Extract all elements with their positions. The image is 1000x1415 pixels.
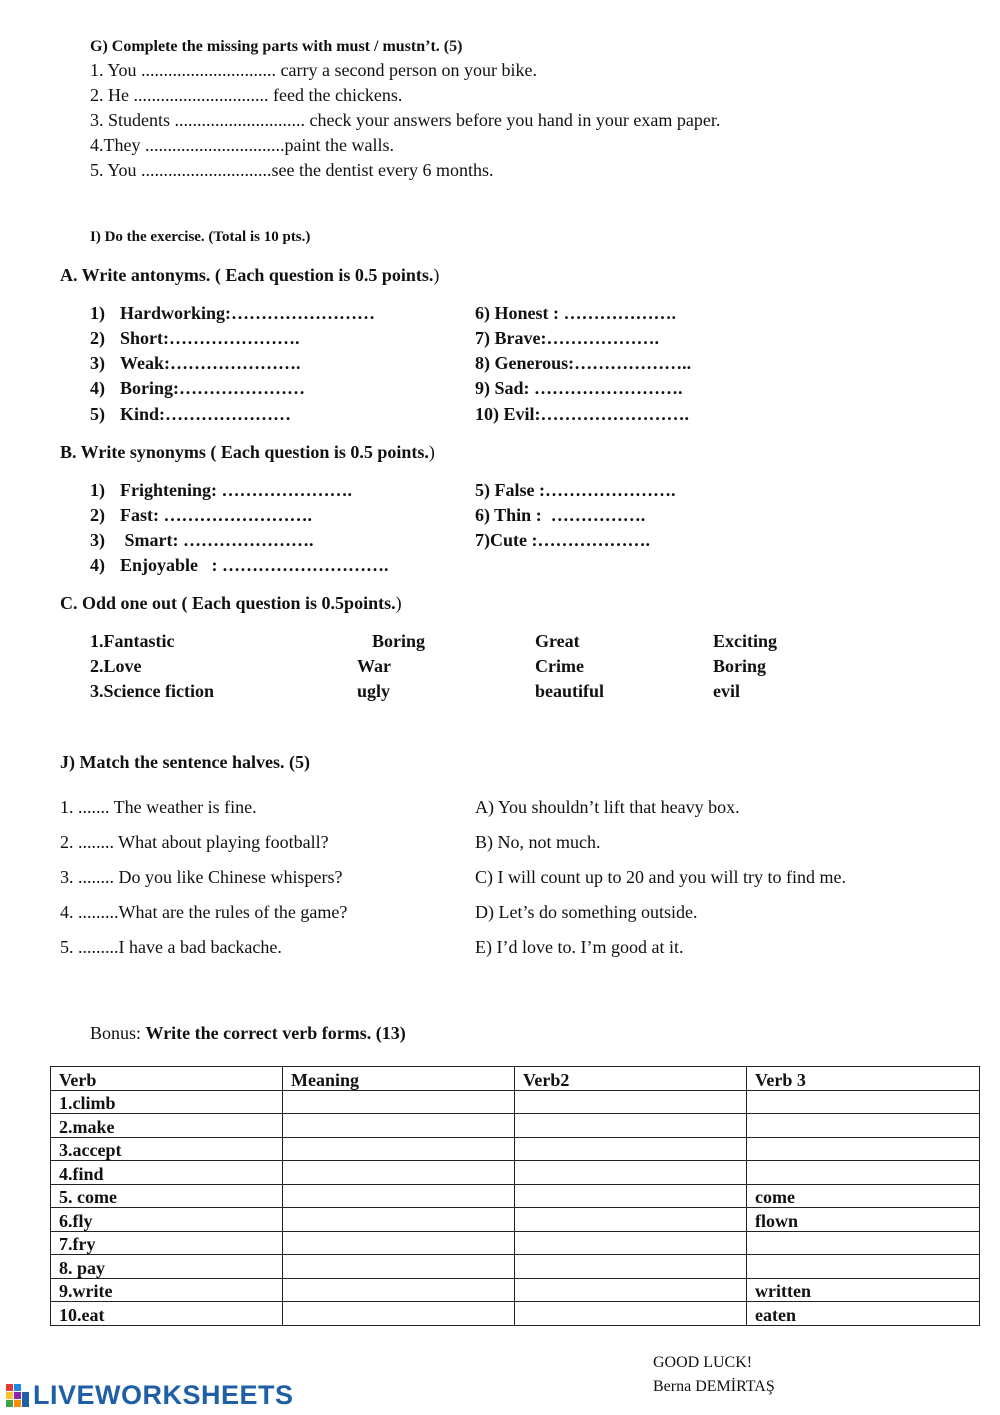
synonym-item-3: 3) Smart: …………………. <box>90 530 314 550</box>
given-cell: come <box>747 1184 980 1208</box>
answer-cell[interactable] <box>283 1137 515 1161</box>
synonym-item-1: 1) Frightening: …………………. <box>90 480 352 500</box>
table-row <box>51 1278 980 1302</box>
synonym-item-5: 5) False :…………………. <box>475 480 676 500</box>
good-luck-text: GOOD LUCK! <box>653 1354 753 1371</box>
answer-cell[interactable] <box>515 1255 747 1279</box>
odd-one-out-word: Boring <box>713 656 767 676</box>
table-row <box>51 1208 980 1232</box>
given-cell: flown <box>747 1208 980 1232</box>
verb-cell: 3.accept <box>51 1137 283 1161</box>
table-row <box>51 1255 980 1279</box>
table-row <box>51 1161 980 1185</box>
section-j-title: J) Match the sentence halves. (5) <box>60 752 310 772</box>
table-row <box>51 1231 980 1255</box>
synonym-item-4: 4) Enjoyable : ………………………. <box>90 555 389 575</box>
table-row <box>51 1184 980 1208</box>
match-left-4: 4. .........What are the rules of the game? <box>60 902 348 922</box>
antonym-item-2: 2) Short:…………………. <box>90 328 300 348</box>
answer-cell[interactable] <box>515 1208 747 1232</box>
answer-cell[interactable] <box>747 1231 980 1255</box>
match-right-c: C) I will count up to 20 and you will try to find me. <box>475 867 846 887</box>
verb-cell: 9.write <box>51 1278 283 1302</box>
answer-cell[interactable] <box>747 1090 980 1114</box>
synonym-item-6: 6) Thin : ……………. <box>475 505 646 525</box>
liveworksheets-logo-icon <box>5 1382 31 1408</box>
odd-one-out-word: Crime <box>535 656 584 676</box>
antonym-item-4: 4) Boring:………………… <box>90 378 306 398</box>
match-right-e: E) I’d love to. I’m good at it. <box>475 937 684 957</box>
part-b-title: B. Write synonyms ( Each question is 0.5 points.) <box>60 442 435 462</box>
answer-cell[interactable] <box>283 1208 515 1232</box>
antonym-item-10: 10) Evil:……………………. <box>475 404 689 424</box>
verb-cell: 8. pay <box>51 1255 283 1279</box>
table-header: Verb2 <box>515 1067 747 1091</box>
answer-cell[interactable] <box>515 1302 747 1326</box>
answer-cell[interactable] <box>747 1255 980 1279</box>
antonym-item-7: 7) Brave:………………. <box>475 328 659 348</box>
answer-cell[interactable] <box>283 1302 515 1326</box>
odd-one-out-word: ugly <box>357 681 391 701</box>
verb-forms-table <box>50 1066 980 1326</box>
odd-one-out-word: Great <box>535 631 580 651</box>
section-g-title: G) Complete the missing parts with must / mustn’t. (5) <box>90 38 463 55</box>
antonym-item-1: 1) Hardworking:…………………… <box>90 303 376 323</box>
match-left-3: 3. ........ Do you like Chinese whispers? <box>60 867 343 887</box>
match-right-a: A) You shouldn’t lift that heavy box. <box>475 797 740 817</box>
part-a-title: A. Write antonyms. ( Each question is 0.5 points.) <box>60 265 440 285</box>
answer-cell[interactable] <box>515 1231 747 1255</box>
answer-cell[interactable] <box>515 1137 747 1161</box>
verb-cell: 10.eat <box>51 1302 283 1326</box>
table-header: Verb 3 <box>747 1067 980 1091</box>
verb-cell: 4.find <box>51 1161 283 1185</box>
verb-cell: 1.climb <box>51 1090 283 1114</box>
answer-cell[interactable] <box>283 1114 515 1138</box>
table-row <box>51 1114 980 1138</box>
table-row <box>51 1302 980 1326</box>
table-header-row <box>51 1067 980 1091</box>
part-c-title: C. Odd one out ( Each question is 0.5points.) <box>60 593 402 613</box>
logo-text: LIVEWORKSHEETS <box>33 1379 294 1410</box>
section-g-item-2: 2. He .............................. feed the chickens. <box>90 85 403 105</box>
odd-one-out-word: 2.Love <box>90 656 142 676</box>
section-g-item-5: 5. You .............................see the dentist every 6 months. <box>90 160 494 180</box>
section-g-item-1: 1. You .............................. carry a second person on your bike. <box>90 60 537 80</box>
odd-one-out-word: Exciting <box>713 631 778 651</box>
section-i-title: I) Do the exercise. (Total is 10 pts.) <box>90 229 311 245</box>
odd-one-out-word: 1.Fantastic <box>90 631 175 651</box>
section-g-item-3: 3. Students ............................. check your answers before you hand in your exam paper. <box>90 110 721 130</box>
match-right-d: D) Let’s do something outside. <box>475 902 698 922</box>
odd-one-out-word: beautiful <box>535 681 605 701</box>
synonym-item-2: 2) Fast: ……………………. <box>90 505 312 525</box>
answer-cell[interactable] <box>283 1090 515 1114</box>
match-left-5: 5. .........I have a bad backache. <box>60 937 282 957</box>
given-cell: eaten <box>747 1302 980 1326</box>
antonym-item-3: 3) Weak:…………………. <box>90 353 301 373</box>
verb-cell: 6.fly <box>51 1208 283 1232</box>
table-row <box>51 1090 980 1114</box>
liveworksheets-logo[interactable] <box>5 1380 294 1410</box>
author-name: Berna DEMİRTAŞ <box>653 1378 775 1395</box>
answer-cell[interactable] <box>515 1161 747 1185</box>
table-header: Meaning <box>283 1067 515 1091</box>
synonym-item-7: 7)Cute :………………. <box>475 530 650 550</box>
verb-cell: 5. come <box>51 1184 283 1208</box>
verb-cell: 2.make <box>51 1114 283 1138</box>
answer-cell[interactable] <box>515 1278 747 1302</box>
odd-one-out-word: Boring <box>372 631 426 651</box>
answer-cell[interactable] <box>283 1278 515 1302</box>
odd-one-out-word: 3.Science fiction <box>90 681 214 701</box>
match-left-1: 1. ....... The weather is fine. <box>60 797 257 817</box>
match-left-2: 2. ........ What about playing football? <box>60 832 329 852</box>
match-right-b: B) No, not much. <box>475 832 601 852</box>
table-header: Verb <box>51 1067 283 1091</box>
answer-cell[interactable] <box>747 1137 980 1161</box>
odd-one-out-word: evil <box>713 681 740 701</box>
verb-cell: 7.fry <box>51 1231 283 1255</box>
answer-cell[interactable] <box>747 1161 980 1185</box>
answer-cell[interactable] <box>283 1255 515 1279</box>
answer-cell[interactable] <box>515 1090 747 1114</box>
bonus-title: Bonus: Write the correct verb forms. (13) <box>90 1023 406 1043</box>
antonym-item-6: 6) Honest : ………………. <box>475 303 676 323</box>
answer-cell[interactable] <box>283 1161 515 1185</box>
given-cell: written <box>747 1278 980 1302</box>
antonym-item-8: 8) Generous:……………….. <box>475 353 692 373</box>
answer-cell[interactable] <box>283 1231 515 1255</box>
antonym-item-5: 5) Kind:………………… <box>90 404 292 424</box>
table-row <box>51 1137 980 1161</box>
answer-cell[interactable] <box>515 1184 747 1208</box>
odd-one-out-word: War <box>357 656 391 676</box>
answer-cell[interactable] <box>283 1184 515 1208</box>
antonym-item-9: 9) Sad: ……………………. <box>475 378 683 398</box>
answer-cell[interactable] <box>747 1114 980 1138</box>
section-g-item-4: 4.They ...............................paint the walls. <box>90 135 394 155</box>
answer-cell[interactable] <box>515 1114 747 1138</box>
